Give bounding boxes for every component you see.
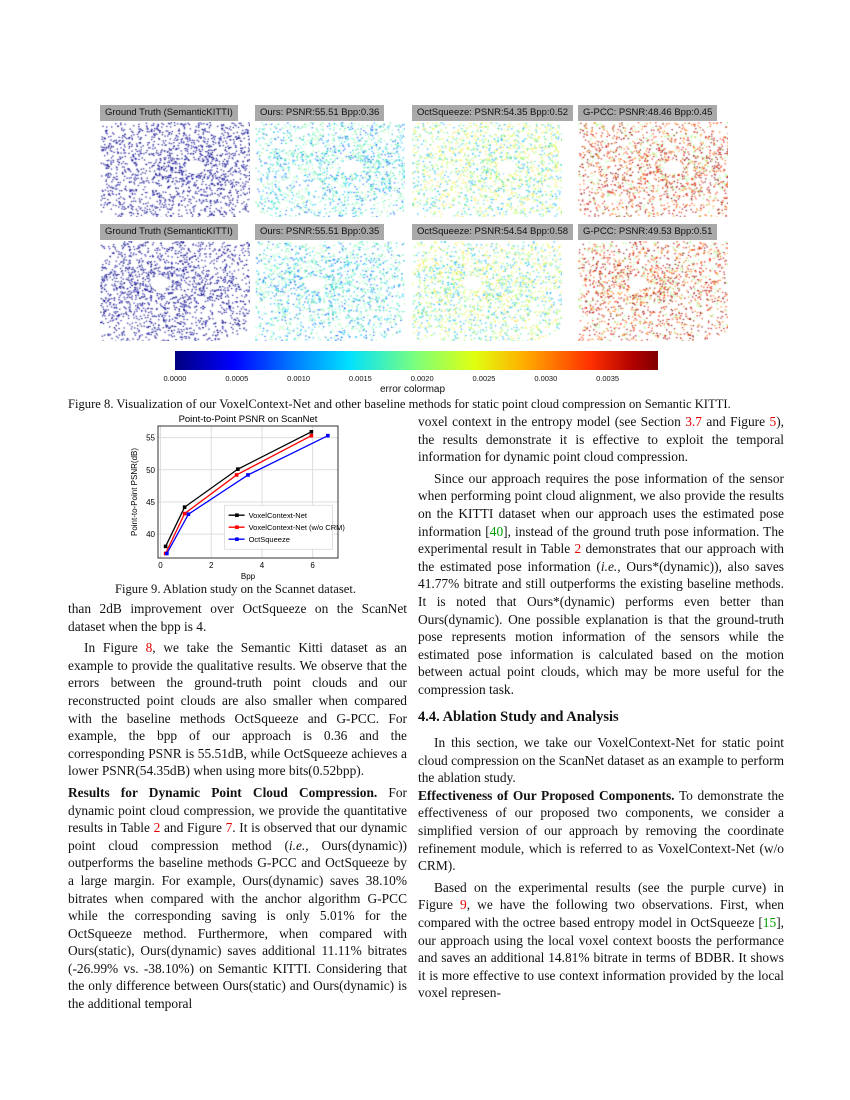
data-point [165,552,169,556]
point-cloud-image [255,122,405,217]
point-cloud-panel [100,105,250,219]
colorbar-label: error colormap [380,384,446,395]
point-cloud-panel [412,224,569,338]
reference-link[interactable]: 7 [225,820,233,836]
text-segment: ], instead of the ground truth pose information. The experimental result in Table [418,523,784,557]
left-column [68,600,407,1013]
error-colorbar [175,351,658,370]
paragraph [418,787,784,875]
text-segment: Based on the experimental results (see the purple curve) in Figure [418,879,784,913]
y-tick-label: 55 [146,433,155,443]
text-segment: ], our approach using the local voxel context boosts the performance and saves an additional 14.81% bitrate in terms of BDBR. It shows it is more effective to use context information provided by the local voxel represen- [418,915,784,1001]
right-column [418,413,784,1002]
y-tick-label: 40 [146,530,155,540]
legend-entry: VoxelContext-Net (w/o CRM) [248,523,345,533]
text-segment: In Figure [84,640,146,656]
point-cloud-image [578,241,728,341]
point-cloud-image [412,122,562,217]
reference-link[interactable]: 5 [769,414,777,429]
data-point [246,473,250,477]
point-cloud-panel [578,105,728,219]
paragraph [418,470,784,699]
text-segment: For dynamic point cloud compression, we provide the quantitative results in Table [68,784,408,836]
data-point [235,473,239,477]
reference-link[interactable]: 8 [145,640,153,656]
text-segment: demonstrates that our approach with the estimated pose information ( [418,541,784,574]
text-segment: i.e., [600,558,621,574]
colorbar-tick: 0.0015 [348,374,372,383]
figure-9-caption: Figure 9. Ablation study on the Scannet dataset. [115,582,356,596]
colorbar-tick: 0.0035 [596,374,620,383]
text-segment: than 2dB improvement over OctSqueeze on the ScanNet dataset when the bpp is 4. [68,601,407,634]
panel-label: G-PCC: PSNR:49.53 Bpp:0.51 [578,224,717,240]
data-point [183,505,187,509]
colorbar-tick: 0.0005 [225,374,249,383]
point-cloud-panel [412,105,569,219]
point-cloud-image [100,241,250,341]
text-segment: Ours(dynamic)) outperforms the baseline methods G-PCC and OctSqueeze by a large margin. For example, Ours(dynamic) saves 38.10% bitrates when compared with the anchor algorithm G-PCC while the corresponding saving is only 5.01% for the OctSqueeze method. Furthermore, when compared with Ours(static), Ours(dynamic) saves additional 11.11% bitrates (-26.99% vs. -38.10%) on Semantic KITTI. Considering that the only difference between Ours(static) and Ours(dynamic) is the additional temporal [68,837,407,1012]
data-point [164,545,168,549]
panel-label: Ours: PSNR:55.51 Bpp:0.36 [255,105,384,121]
legend-marker [235,525,239,529]
x-axis-label: Bpp [240,572,256,581]
text-segment: To demonstrate the effectiveness of our proposed two components, we consider a simplified version of our approach by removing the coordinate refinement module, which is referred to as VoxelContext-Net (w/o CRM). [418,787,784,874]
data-point [183,512,187,516]
paragraph [68,784,407,1013]
text-segment: ), the results demonstrate it is effective to exploit the temporal information for dynamic point cloud compression. [418,414,784,465]
panel-label: G-PCC: PSNR:48.46 Bpp:0.45 [578,105,717,121]
paragraph [68,639,407,780]
y-axis-label: Point-to-Point PSNR(dB) [130,447,139,537]
data-point [310,430,314,434]
legend-entry: VoxelContext-Net [248,511,307,521]
reference-link[interactable]: 15 [762,915,777,931]
text-segment: , we take the Semantic Kitti dataset as an example to provide the qualitative results. We observe that the errors between the ground-truth point clouds and our reconstructed point clouds are also smaller when compared with the baseline methods OctSqueeze and G-PCC. For example, the bpp of our approach is 0.36 and the corresponding PSNR is 55.51dB, while OctSqueeze achieves a lower PSNR(54.35dB) when using more bits(0.52bpp). [68,640,407,779]
point-cloud-image [578,122,728,217]
legend-entry: OctSqueeze [248,535,290,545]
legend-marker [235,537,239,541]
panel-label: Ground Truth (SemanticKITTI) [100,105,238,121]
paragraph [68,600,407,635]
figure-9-chart [125,412,347,582]
text-segment: In this section, we take our VoxelContext-Net for static point cloud compression on the ScanNet dataset as an example to perform the ablation study. [418,735,784,786]
paragraph [418,734,784,787]
y-tick-label: 50 [146,465,155,475]
x-tick-label: 4 [259,561,265,570]
colorbar-tick: 0.0020 [410,374,434,383]
point-cloud-image [100,122,250,217]
text-segment: . It is observed that our dynamic point cloud compression method ( [68,820,407,853]
point-cloud-panel [255,224,405,338]
data-point [187,512,191,516]
text-segment: voxel context in the entropy model (see Section [418,414,686,429]
panel-label: OctSqueeze: PSNR:54.54 Bpp:0.58 [412,224,573,240]
x-tick-label: 2 [209,561,214,570]
x-tick-label: 0 [158,561,163,570]
panel-label: Ours: PSNR:55.51 Bpp:0.35 [255,224,384,240]
y-tick-label: 45 [146,497,155,507]
colorbar-tick: 0.0030 [534,374,558,383]
chart-title: Point-to-Point PSNR on ScanNet [178,414,318,425]
reference-link[interactable]: 9 [460,897,467,913]
reference-link[interactable]: 3.7 [685,414,702,429]
paragraph [418,879,784,1002]
paragraph [418,413,784,466]
legend-marker [235,513,239,517]
text-segment: and Figure [701,414,770,429]
text-segment: Results for Dynamic Point Cloud Compression. [68,784,378,800]
colorbar-tick: 0.0025 [472,374,496,383]
text-segment: i.e., [288,837,309,853]
text-segment: and Figure [160,820,226,836]
point-cloud-panel [100,224,250,338]
point-cloud-panel [578,224,728,338]
data-point [326,434,330,438]
point-cloud-image [412,241,562,341]
text-segment: Effectiveness of Our Proposed Components. [418,787,675,803]
text-segment: Since our approach requires the pose information of the sensor when performing point cloud alignment, we also provide the results on the KITTI dataset when our approach uses the estimated pose information [ [418,470,784,539]
x-tick-label: 6 [310,561,315,570]
data-point [310,434,314,438]
data-point [236,467,240,471]
reference-link[interactable]: 2 [153,820,161,836]
figure-8-caption: Figure 8. Visualization of our VoxelContext-Net and other baseline methods for static point cloud compression on Semantic KITTI. [68,397,731,411]
text-segment: Ours*(dynamic)), also saves 41.77% bitrate and still outperforms the existing baseline methods. It is noted that Ours*(dynamic) performs even better than Ours(dynamic). One possible explanation is that the ground-truth pose represents motion information of the sensors while the estimated pose information is calculated based on the motion between actual point clouds, which may be more useful for the compression task. [418,558,784,697]
point-cloud-panel [255,105,405,219]
point-cloud-image [255,241,405,341]
colorbar-tick: 0.0000 [163,374,187,383]
section-heading: 4.4. Ablation Study and Analysis [418,708,619,725]
panel-label: Ground Truth (SemanticKITTI) [100,224,238,240]
panel-label: OctSqueeze: PSNR:54.35 Bpp:0.52 [412,105,573,121]
reference-link[interactable]: 40 [489,523,504,539]
colorbar-tick: 0.0010 [287,374,311,383]
reference-link[interactable]: 2 [574,541,582,557]
text-segment: , we have the following two observations. First, when compared with the octree based entropy model in OctSqueeze [ [418,897,784,931]
